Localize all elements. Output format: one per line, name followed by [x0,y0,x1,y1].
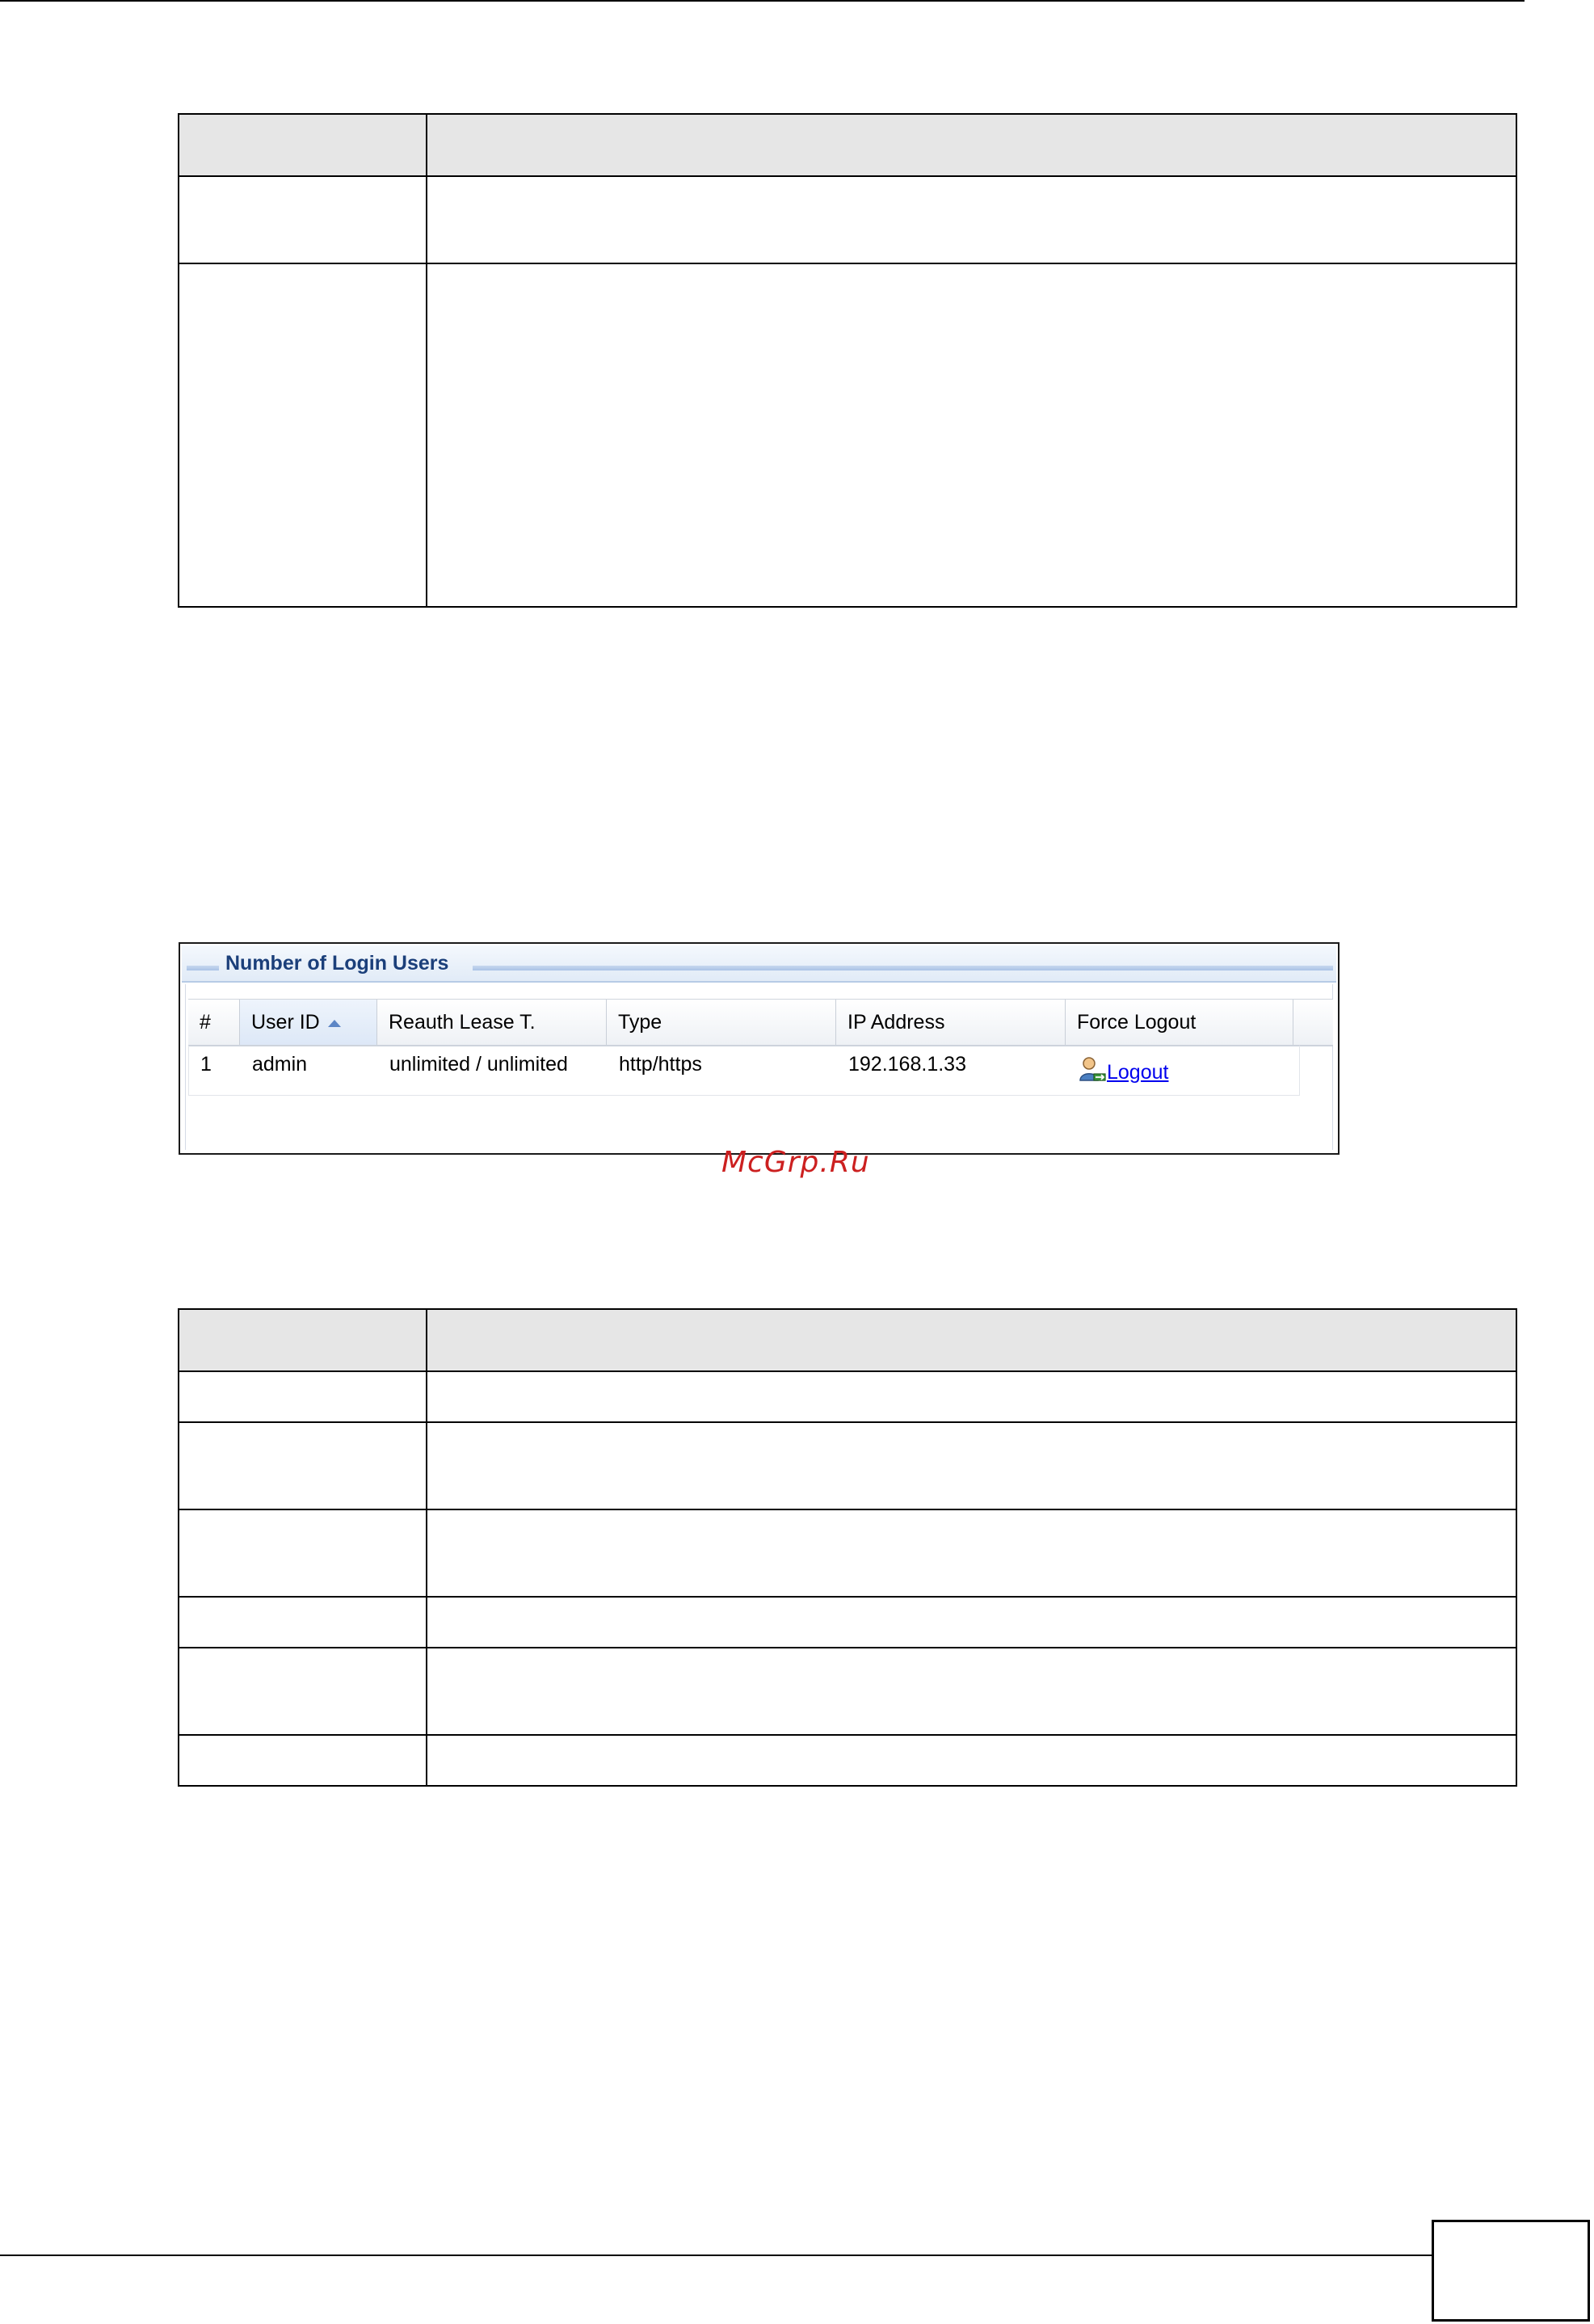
cell-reauth-lease: unlimited / unlimited [389,1053,568,1076]
table-row [179,263,1516,607]
table-cell [427,263,1516,607]
table-cell [427,1509,1516,1597]
panel-title-bar [182,945,1336,983]
cell-user-id: admin [252,1053,308,1076]
header-cell-label [179,114,427,176]
table-cell [427,1371,1516,1422]
cell-index: 1 [200,1053,212,1076]
cell-type: http/https [619,1053,702,1076]
top-rule [0,0,1525,2]
table-row [179,1597,1516,1648]
table-header-row [179,1309,1516,1371]
table-row [179,1648,1516,1735]
header-cell-description [427,1309,1516,1371]
column-header-user-id-label: User ID [251,1011,320,1034]
title-divider-left [187,966,219,970]
table-cell [179,263,427,607]
login-users-panel [179,942,1340,1155]
table-cell [179,176,427,263]
column-header-index[interactable]: # [188,1000,240,1045]
column-header-reauth-lease[interactable]: Reauth Lease T. [377,1000,607,1045]
column-header-force-logout[interactable]: Force Logout [1066,1000,1293,1045]
table-row [179,176,1516,263]
title-divider-right [473,966,1333,970]
header-cell-label [179,1309,427,1371]
cell-ip-address: 192.168.1.33 [848,1053,966,1076]
user-logout-icon[interactable] [1078,1056,1107,1096]
table-cell [179,1597,427,1648]
table-row [179,1735,1516,1786]
table-row [179,1371,1516,1422]
page-number-box [1432,2220,1590,2322]
logout-link[interactable]: Logout [1107,1061,1169,1084]
table-cell [427,176,1516,263]
table-cell [427,1597,1516,1648]
table-header-row [179,114,1516,176]
table-cell [179,1371,427,1422]
grid-header [188,999,1333,1046]
table-cell [179,1422,427,1509]
footer-rule [0,2255,1432,2256]
table-row[interactable] [188,1046,1300,1096]
table-cell [427,1735,1516,1786]
description-table-2 [178,1308,1517,1787]
sort-ascending-icon [328,1020,341,1027]
column-header-user-id[interactable] [240,1000,377,1045]
watermark: McGrp.Ru [721,1146,870,1179]
table-row [179,1509,1516,1597]
column-header-type[interactable]: Type [607,1000,836,1045]
column-header-ip-address[interactable]: IP Address [836,1000,1066,1045]
login-users-grid [188,999,1333,1089]
table-cell [427,1422,1516,1509]
table-cell [179,1735,427,1786]
cell-force-logout [1066,1046,1294,1086]
panel-title: Number of Login Users [225,952,449,975]
table-row [179,1422,1516,1509]
table-cell [179,1648,427,1735]
table-cell [179,1509,427,1597]
description-table-1 [178,113,1517,608]
header-cell-description [427,114,1516,176]
table-cell [427,1648,1516,1735]
